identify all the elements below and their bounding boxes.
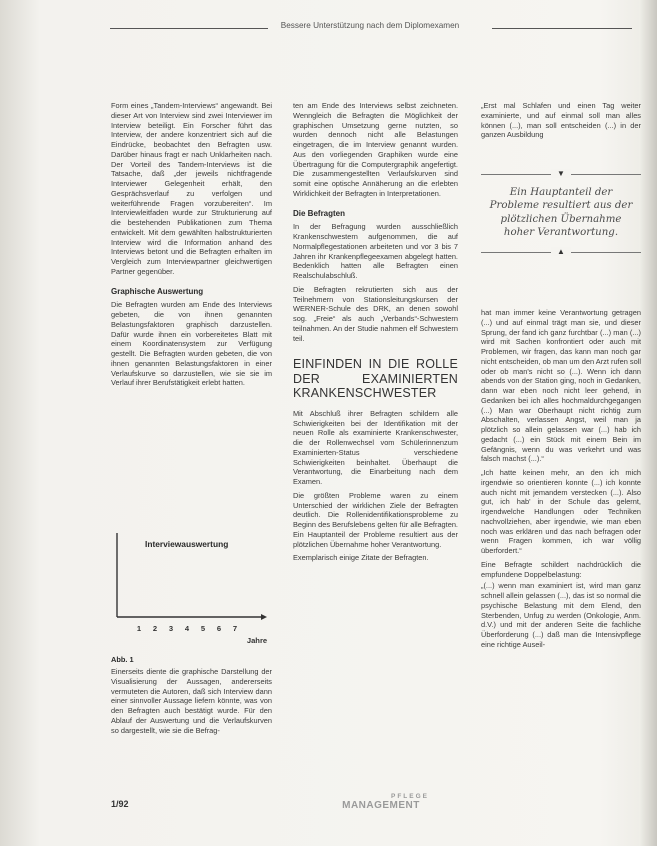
paragraph: Die Befragten wurden am Ende des Interviews gebeten, die von ihnen genannten Belastungsfaktoren graphisch darzustellen. Dafür wurde ihnen ein vorbereitetes Blatt mit einem Koordinatensystem zur Verfügung gestellt. Die Befragten wurden gebeten, die von ihnen genannten Belastungsfaktoren in einer Verlaufskurve so darzustellen, wie sie sie im Verlauf ihrer Berufstätigkeit erlebt hatten. xyxy=(111,300,272,388)
header-rule-right xyxy=(492,28,632,29)
paragraph: Mit Abschluß ihrer Befragten schildern alle Schwierigkeiten bei der Identifikation mit der neuen Rolle als examinierte Krankenschwester, die der Rollenwechsel vom Schülerinnenzum Examinierten-Status verschiedene Schwierigkeiten beinhaltet. Überhaupt die Verantwortung, die Einarbeitung nach dem Examen. xyxy=(293,408,458,486)
arrow-down-icon: ▼ xyxy=(551,169,571,178)
arrow-up-icon: ▲ xyxy=(551,247,571,256)
figure-caption: Abb. 1 xyxy=(111,655,134,664)
x-tick-label: 1 xyxy=(136,624,142,633)
chart-title: Interviewauswertung xyxy=(145,539,229,549)
paragraph: Einerseits diente die graphische Darstellung der Visualisierung der Aussagen, andererseits vermuteten die Autoren, daß sich Interview dann einer sinnvoller Aussage liefern könnte, was von den Befragten auch bestätigt wurde. Für den Ablauf der Auswertung und die Verlaufskurven so dargestellt, wie sie die Befrag- xyxy=(111,667,272,735)
pull-quote-text: Ein Hauptanteil der Probleme resultiert aus der plötzlichen Übernahme hoher Verantwortung. xyxy=(489,187,633,239)
subheading-respondents: Die Befragten xyxy=(293,208,346,218)
logo-top-text: PFLEGE xyxy=(390,793,429,800)
paragraph: „Erst mal Schlafen und einen Tag weiter examinierte, und auf einmal soll man alles können (...), man soll entscheiden (...) in der ganzen Ausbildung xyxy=(481,101,641,140)
column-3 xyxy=(481,101,641,140)
paragraph: ten am Ende des Interviews selbst zeichneten. Wenngleich die Befragten die Möglichkeit der graphischen Umsetzung gerne nutzten, so wurden dennoch nicht alle Belastungen eingetragen, die im Interview genannt wurden. Aus den vorliegenden Graphiken wurde eine Übertragung für die Computergraphik angefertigt. Die zusammengestellten Verlaufskurven sind somit eine optische Annäherung an die erlebten Wirklichkeit der Befragten in Interpretationen. xyxy=(293,101,458,198)
pull-quote xyxy=(481,170,641,258)
x-axis-arrow xyxy=(261,614,267,620)
subheading-graphic-evaluation: Graphische Auswertung xyxy=(111,286,204,296)
x-tick-label: 6 xyxy=(216,624,222,633)
x-tick-label: 4 xyxy=(184,624,190,633)
paragraph: „(...) wenn man examiniert ist, wird man ganz schnell allein gelassen (...), das ist so normal die psychische Belastung mit dem Elend, den Sterbenden, Unfug zu werden (Onkologie, Anm. d.V.) und mit der anderen Seite die fachliche Überforderung (...) daß man die Intensivpflege eine richtige Auseil- xyxy=(481,581,641,649)
chart-svg xyxy=(111,525,271,653)
paragraph: Eine Befragte schildert nachdrücklich die empfundene Doppelbelastung: xyxy=(481,559,641,579)
x-tick-label: 7 xyxy=(232,624,238,633)
paragraph: Exemplarisch einige Zitate der Befragten. xyxy=(293,553,429,563)
figure-chart xyxy=(111,525,271,653)
paragraph: Die Befragten rekrutierten sich aus der Teilnehmern von Stationsleitungskursen der WERNER-Schule des DRK, an denen sowohl sog. „Freie“ als auch „Verbands“-Schwestern teilnahmen. An der Studie nahmen elf Schwestern teil. xyxy=(293,284,458,343)
x-axis-label: Jahre xyxy=(246,636,268,645)
column-3-continued xyxy=(481,308,641,650)
page-edge-shadow xyxy=(639,0,657,846)
column-2 xyxy=(293,101,458,563)
section-heading: EINFINDEN IN DIE ROLLE DER EXAMINIERTEN KRANKENSCHWESTER xyxy=(293,357,458,401)
x-tick-label: 2 xyxy=(152,624,158,633)
paragraph: In der Befragung wurden ausschließlich Krankenschwestern aufgenommen, die auf Normalpflegestationen arbeiteten und vor 3 bis 7 Jahren ihr Krankenpflegeexamen abgelegt hatten. Bedenklich hatten alle Befragten einen Realschulabschluß. xyxy=(293,222,458,280)
page-number: 1/92 xyxy=(111,799,129,809)
running-header: Bessere Unterstützung nach dem Diplomexamen xyxy=(280,21,460,30)
x-tick-label: 3 xyxy=(168,624,174,633)
x-tick-label: 5 xyxy=(200,624,206,633)
paragraph: Die größten Probleme waren zu einem Unterschied der wirklichen Ziele der Befragten deutlich. Die Rollenidentifikationsprobleme zu Beginn des Berufslebens gelten für alle Befragten. Ein Hauptanteil der Probleme resultiert aus der plötzlichen Übernahme hoher Verantwortung. xyxy=(293,490,458,549)
paragraph: hat man immer keine Verantwortung getragen (...) und auf einmal trägt man sie, und dieser Sprung, der fand ich ganz furchtbar (...) man (...) wird mit Sachen konfrontiert oder auch mit Problemen, wir fragen, das kann man noch gar nicht entscheiden, ob man um den Arzt rufen soll oder ob man's nicht so (...). Wenn ich dann abends von der Station ging, noch in Gedanken, dann war eben noch nicht leer gehend, in Gedanken bei ich alles hochmaldurchgegangen (...) Man war Oberhaupt nicht richtig zum Abschalten, verlassen Angst, weil man ja plötzlich so allein gelassen war (...) hab ich gedacht (...) ein Stück mit einem Bein im Gefängnis, wenn du was verkehrt und was falsch machst (...).“ xyxy=(481,308,641,464)
column-1 xyxy=(111,101,272,388)
pull-quote-rule-bottom xyxy=(481,248,641,258)
logo-main-text: MANAGEMENT xyxy=(342,800,420,811)
publication-logo xyxy=(325,793,437,815)
paragraph: „Ich hatte keinen mehr, an den ich mich irgendwie so orientieren konnte (...) ich konnte auch nicht mit jemandem verstecken (...). Also gut, ich hab' in der Schule das gelernt, irgendwelche Handlungen oder Techniken nachvollziehen, aber irgendwie, wie man eben noch was erklären und das nach befragen oder wenn Fragen kommen, ich war völlig überfordert.“ xyxy=(481,468,641,555)
column-1-bottom xyxy=(111,667,272,735)
paragraph: Form eines „Tandem-Interviews“ angewandt. Bei dieser Art von Interview sind zwei Interviewer im Interview beteiligt. Ein Forscher führt das Interview, der andere konzentriert sich auf die Eindrücke, beobachtet den Befragten usw. Darüber hinaus fragt er nach Unklarheiten nach. Der Vorteil des Tandem-Interviews ist die Tatsache, daß „der jeweils nichtfragende Interviewer Gelegenheit erhält, den Gesprächsverlauf zu verfolgen und weiterführende Fragen vorzubereiten“. Im Interviewleitfaden wurde zur Strukturierung auf die bestehenden Publikationen zum Thema entwickelt. Mit dem gewählten halbstrukturierten Interview wird die Information anhand des Interviews betont und die Befragten erhalten im Vergleich zum Interviewpartner gleichwertigen Partner gegenüber. xyxy=(111,101,272,276)
pull-quote-rule-top xyxy=(481,170,641,180)
